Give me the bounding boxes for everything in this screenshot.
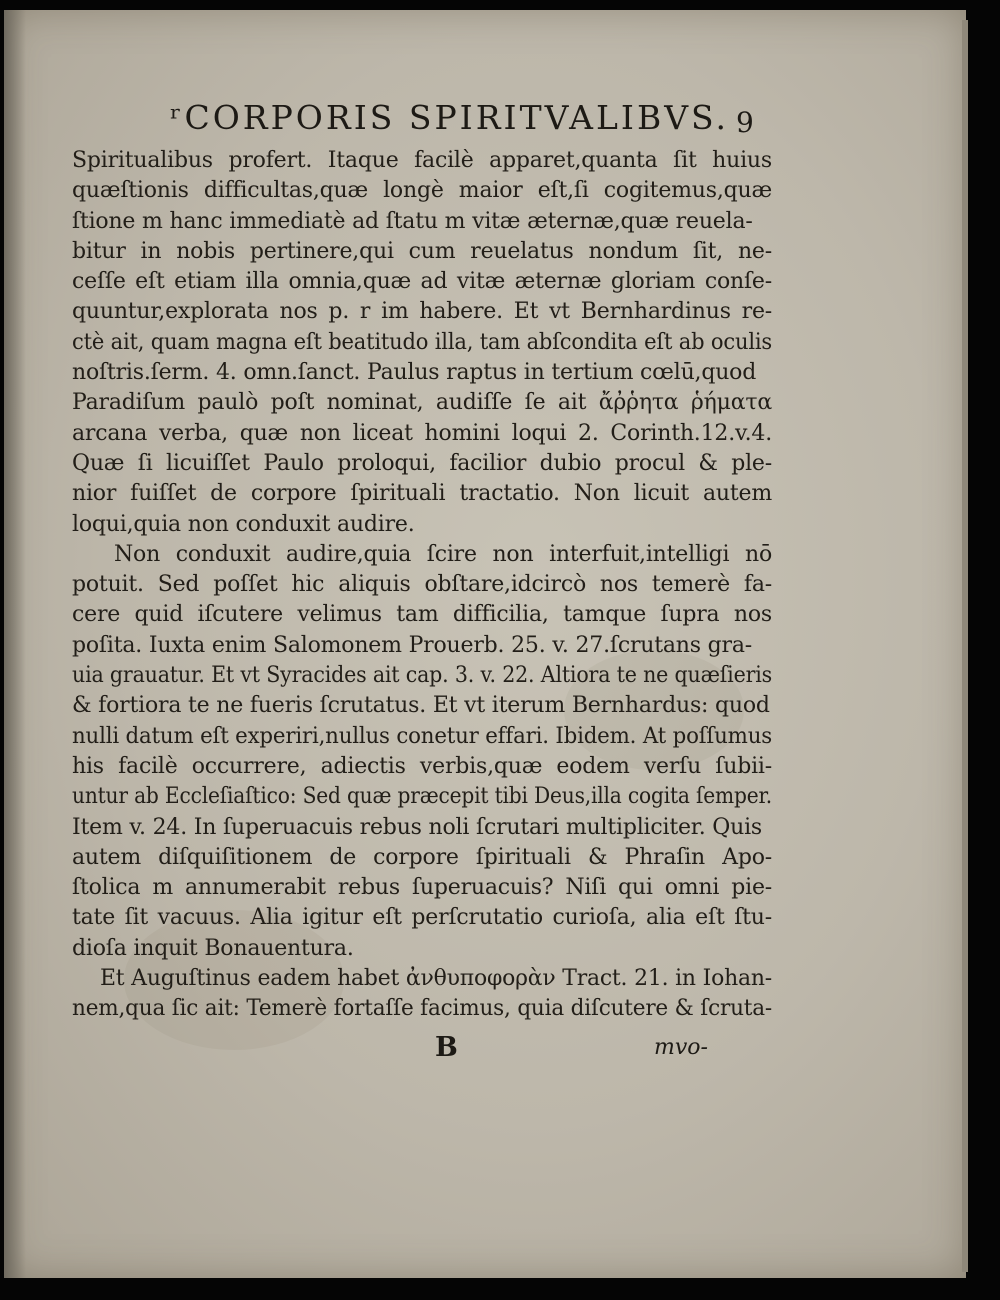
- page-edge: [962, 20, 968, 1272]
- text-line: Item v. 24. In ſuperuacuis rebus noli ſcrutari multipliciter. Quis: [72, 814, 763, 840]
- text-line: uia grauatur. Et vt Syracides ait cap. 3. v. 22. Altiora te ne quæſieris: [72, 663, 772, 689]
- text-line: noſtris.ſerm. 4. omn.ſanct. Paulus raptus in tertium cœlū,quod: [72, 360, 757, 386]
- page-header: [170, 98, 790, 148]
- text-line: nulli datum eſt experiri,nullus conetur effari. Ibidem. At poſſumus: [72, 723, 772, 749]
- text-line: ctè ait, quam magna eſt beatitudo illa, tam abſcondita eſt ab oculis: [72, 329, 772, 355]
- text-line: quæſtionis difficultas,quæ longè maior eſt,ſi cogitemus,quæ: [72, 178, 772, 204]
- text-line: potuit. Sed poſſet hic aliquis obſtare,idcircò nos temerè fa-: [72, 572, 772, 598]
- text-line: cere quid iſcutere velimus tam difficilia, tamque ſupra nos: [72, 602, 772, 628]
- text-line: & fortiora te ne fueris ſcrutatus. Et vt iterum Bernhardus: quod: [72, 693, 770, 719]
- catchword: mvo-: [654, 1035, 708, 1060]
- signature-mark: B: [435, 1032, 458, 1063]
- text-line: Et Auguſtinus eadem habet ἀνθυποφορὰν Tract. 21. in Iohan-: [100, 966, 772, 992]
- text-line: Quæ ſi licuiſſet Paulo proloqui, facilior dubio procul & ple-: [72, 450, 772, 476]
- text-line: dioſa inquit Bonauentura.: [72, 935, 354, 961]
- text-line: untur ab Eccleſiaſtico: Sed quæ præcepit tibi Deus,illa cogita ſemper.: [72, 784, 772, 810]
- text-line: Spiritualibus profert. Itaque facilè apparet,quanta ſit huius: [72, 148, 772, 173]
- text-line: Non conduxit audire,quia ſcire non interfuit,intelligi nō: [114, 541, 772, 567]
- text-line: tate ſit vacuus. Alia igitur eſt perſcrutatio curioſa, alia eſt ſtu-: [72, 905, 772, 931]
- text-line: ceſſe eſt etiam illa omnia,quæ ad vitæ æternæ gloriam conſe-: [72, 269, 772, 295]
- page-gutter-shadow: [4, 10, 26, 1278]
- page-number: 9: [736, 106, 754, 139]
- body-text: [72, 146, 772, 1025]
- text-line: ſtione m hanc immediatè ad ſtatu m vitæ æternæ,quæ reuela-: [72, 208, 753, 234]
- text-line: quuntur,explorata nos p. r im habere. Et vt Bernhardinus re-: [72, 299, 772, 325]
- text-line: poſita. Iuxta enim Salomonem Prouerb. 25. v. 27.ſcrutans gra-: [72, 632, 752, 658]
- text-line: ſtolica m annumerabit rebus ſuperuacuis? Niſi qui omni pie-: [72, 875, 772, 901]
- text-line: arcana verba, quæ non liceat homini loqui 2. Corinth.12.v.4.: [72, 420, 772, 446]
- text-line: nem,qua ſic ait: Temerè fortaſſe facimus, quia diſcutere & ſcruta-: [72, 996, 772, 1022]
- text-line: loqui,quia non conduxit audire.: [72, 511, 415, 537]
- running-head: ʳCORPORIS SPIRITVALIBVS.: [170, 98, 729, 137]
- text-line: his facilè occurrere, adiectis verbis,quæ eodem verſu ſubii-: [72, 753, 772, 779]
- text-line: bitur in nobis pertinere,qui cum reuelatus nondum ſit, ne-: [72, 238, 772, 264]
- text-line: nior fuiſſet de corpore ſpirituali tractatio. Non licuit autem: [72, 481, 772, 507]
- text-line: Paradiſum paulò poſt nominat, audiſſe ſe ait ἄῤῥητα ῥήματα: [72, 390, 772, 416]
- text-line: autem diſquiſitionem de corpore ſpirituali & Phraſin Apo-: [72, 844, 772, 870]
